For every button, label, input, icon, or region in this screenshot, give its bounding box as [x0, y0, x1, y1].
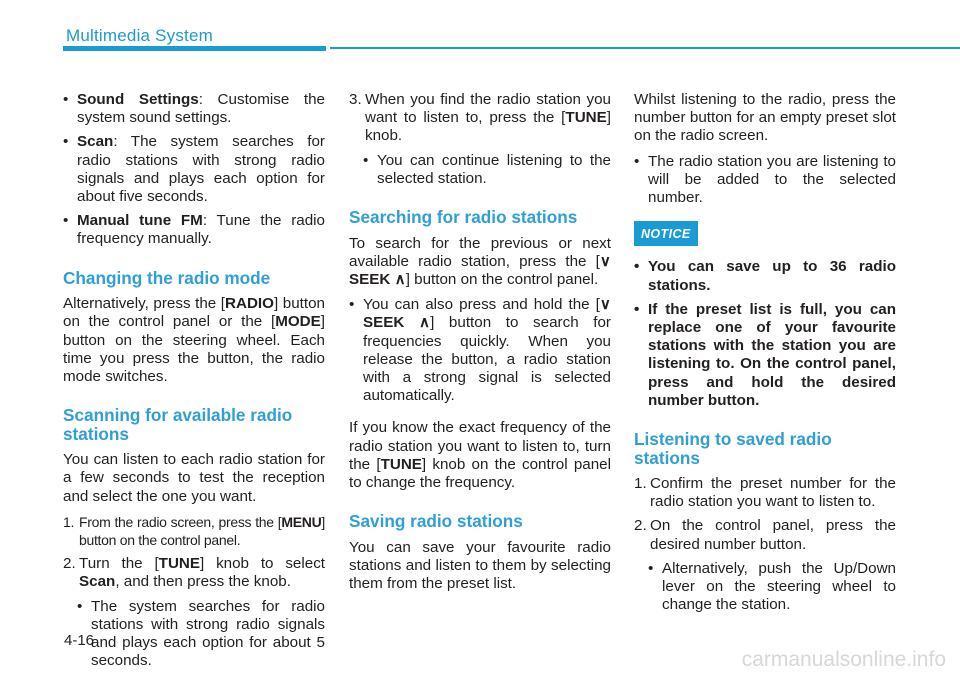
- notice-bullet-preset-full: • If the preset list is full, you can replace one of your favourite stations with the station you are listening to. On the control panel, press and hold the desired number button.: [634, 301, 896, 410]
- paragraph-scanning: You can listen to each radio station for a few seconds to test the reception and select the one you want.: [63, 451, 325, 505]
- column-right: [634, 91, 896, 620]
- step-2-tune: 2. Turn the [TUNE] knob to select Scan, and then press the knob.: [63, 555, 326, 591]
- notice-list: [634, 258, 896, 410]
- notice-badge: NOTICE: [634, 221, 698, 246]
- bullet-continue-listening: • You can continue listening to the selected station.: [363, 152, 611, 188]
- bullet-station-added: • The radio station you are listening to will be added to the selected number.: [634, 153, 896, 208]
- bullet-manual-tune: • Manual tune FM: Tune the radio frequency manually.: [63, 212, 325, 248]
- bullet-steering-lever: • Alternatively, push the Up/Down lever on the steering wheel to change the station.: [648, 560, 896, 615]
- paragraph-saving: You can save your favourite radio stations and listen to them by selecting them from the preset list.: [349, 538, 611, 593]
- header-rule-thin: [330, 47, 960, 49]
- header-rule-thick: [63, 46, 326, 51]
- step-1-menu: 1. From the radio screen, press the [MENU] button on the control panel.: [63, 513, 325, 548]
- bullet-press-hold-seek: • You can also press and hold the [∨ SEEK ∧] button to search for frequencies quickly. When you release the button, a radio station with a strong signal is selected automatically.: [349, 296, 611, 405]
- heading-changing-radio-mode: Changing the radio mode: [63, 267, 271, 288]
- paragraph-preset-save: Whilst listening to the radio, press the number button for an empty preset slot on the radio screen.: [634, 91, 896, 145]
- bullet-sound-settings: • Sound Settings: Customise the system sound settings.: [63, 91, 325, 127]
- heading-listening-saved: Listening to saved radio stations: [634, 429, 832, 468]
- paragraph-searching: To search for the previous or next available radio station, press the [∨ SEEK ∧] button on the control panel.: [349, 234, 611, 288]
- step-1-confirm-preset: 1. Confirm the preset number for the radio station you want to listen to.: [634, 475, 896, 511]
- bullet-scan: • Scan: The system searches for radio stations with strong radio signals and plays each option for about five seconds.: [63, 133, 325, 206]
- heading-searching-stations: Searching for radio stations: [349, 207, 578, 228]
- watermark: carmanualsonline.info: [741, 648, 946, 671]
- column-left: [63, 91, 325, 676]
- bullet-scan-behavior: • The system searches for radio stations with strong radio signals and plays each option for about 5 seconds.: [77, 598, 325, 671]
- step-2-press-number: 2. On the control panel, press the desired number button.: [634, 517, 896, 553]
- column-middle: [349, 91, 611, 600]
- heading-saving-stations: Saving radio stations: [349, 511, 523, 532]
- page-number: 4-16: [64, 632, 95, 649]
- paragraph-radio-mode: Alternatively, press the [RADIO] button on the control panel or the [MODE] button on the steering wheel. Each time you press the button, the radio mode switches.: [63, 295, 325, 385]
- notice-bullet-36-stations: • You can save up to 36 radio stations.: [634, 258, 896, 294]
- heading-scanning-stations: Scanning for available radio stations: [63, 405, 293, 444]
- step-3-select: 3. When you find the radio station you want to listen to, press the [TUNE] knob.: [349, 91, 611, 145]
- paragraph-exact-frequency: If you know the exact frequency of the radio station you want to listen to, turn the [TUNE] knob on the control panel to change the frequency.: [349, 419, 611, 491]
- section-title: Multimedia System: [66, 26, 213, 45]
